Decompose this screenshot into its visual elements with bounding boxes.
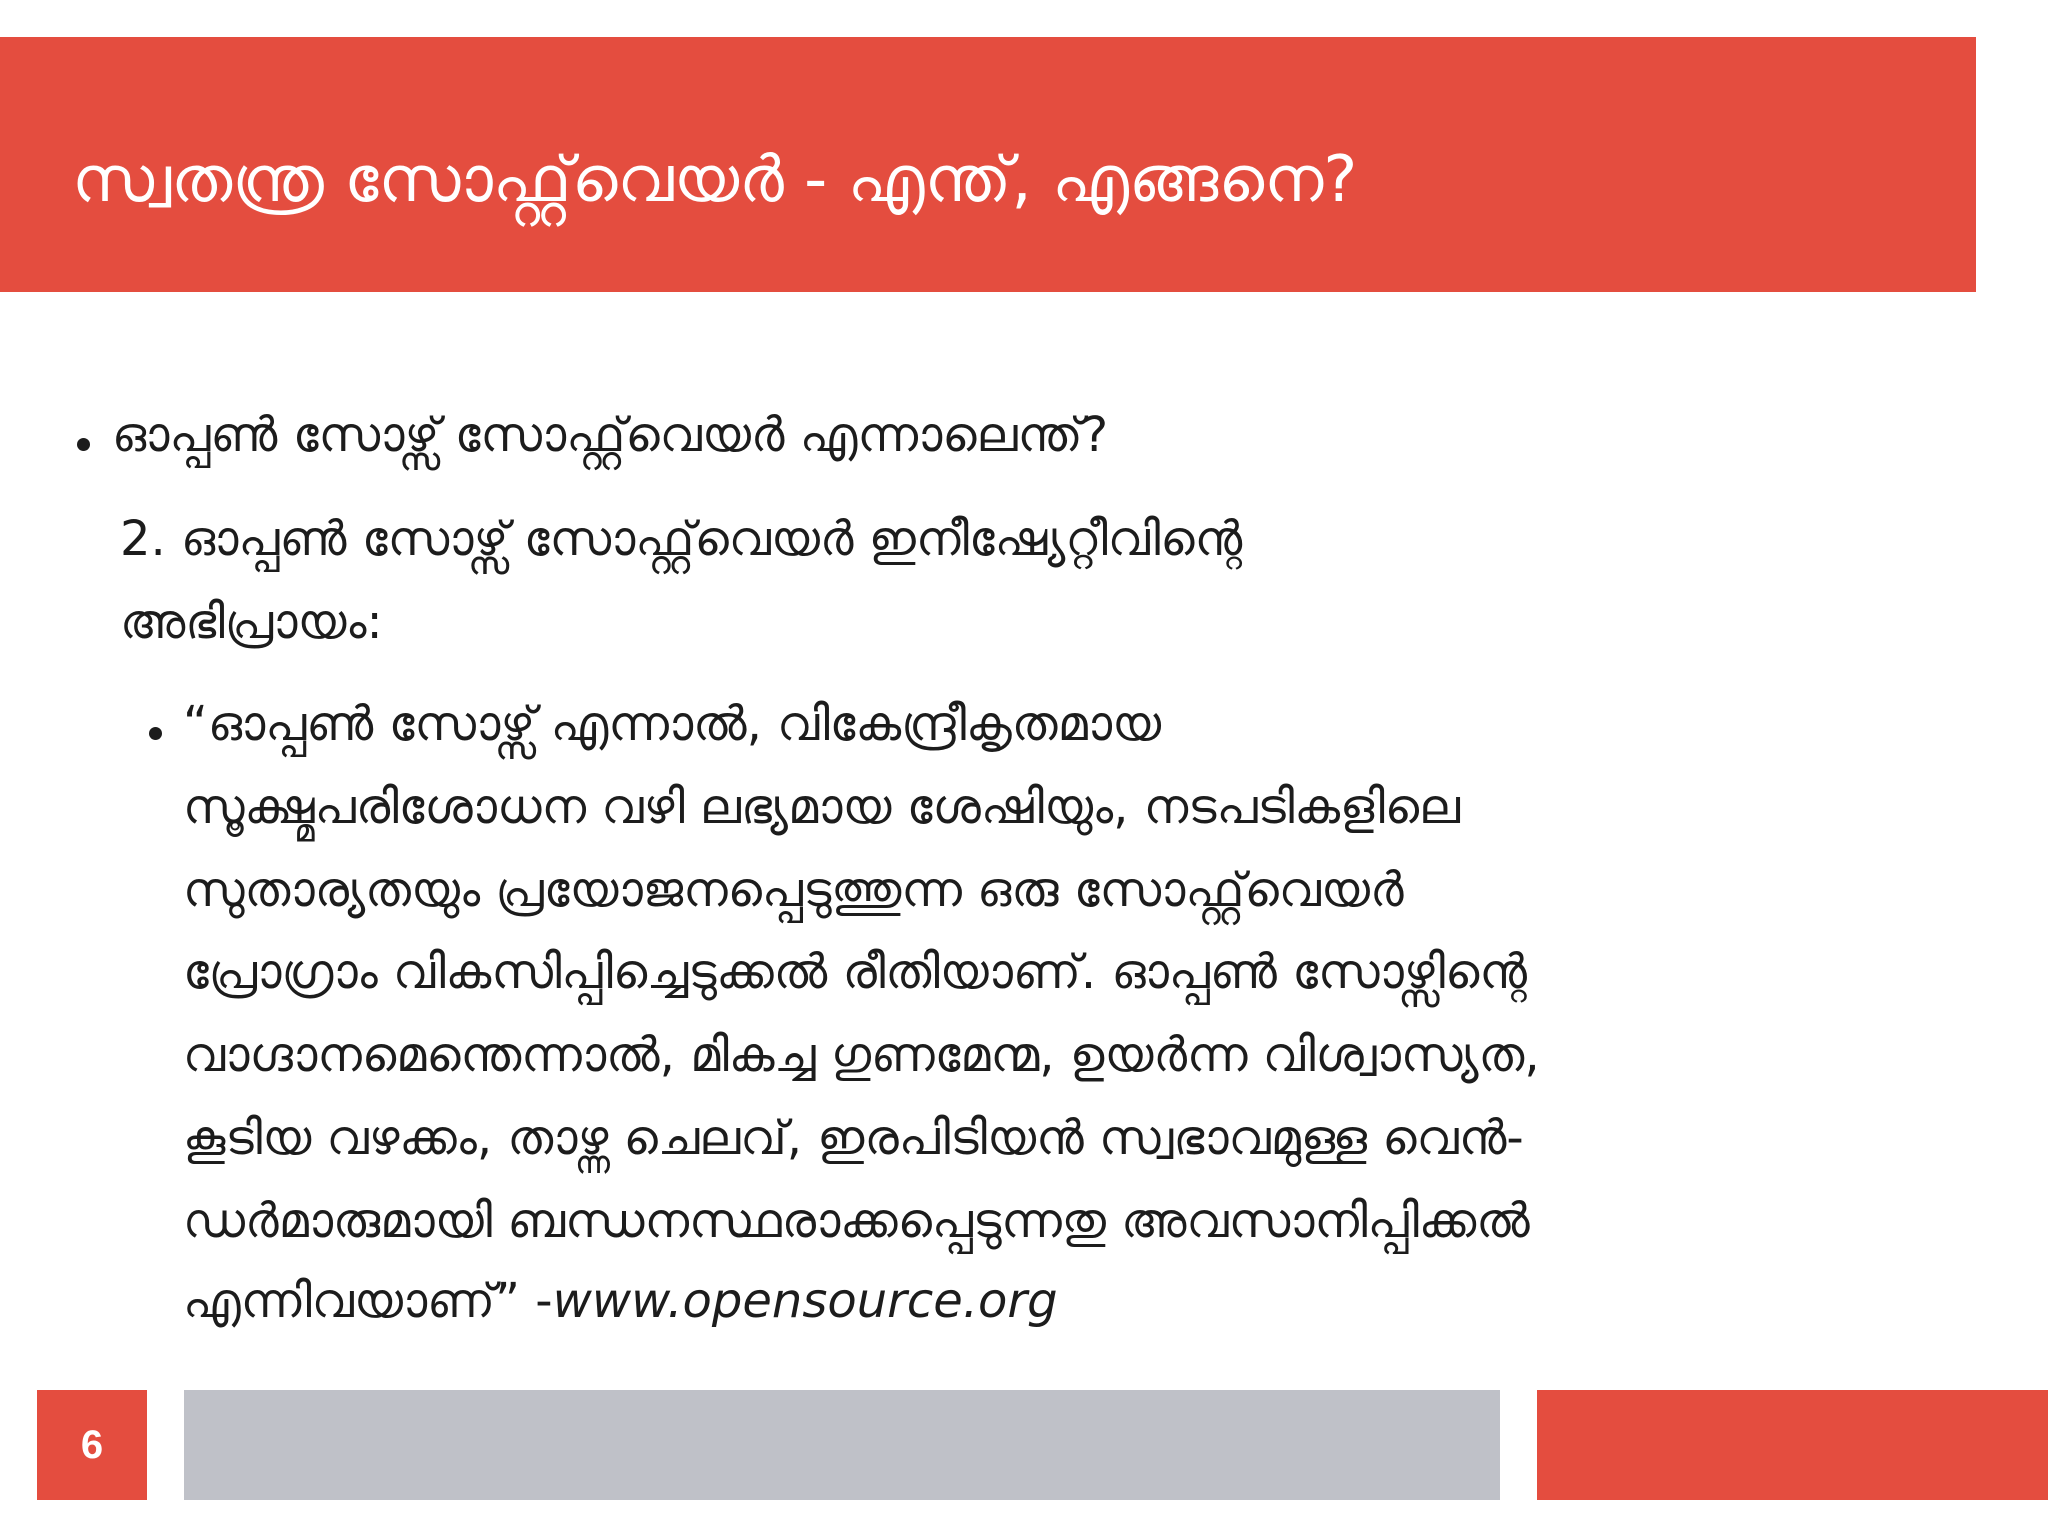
numbered-point-line: 2. ഓപ്പൺ സോഴ്സ് സോഫ്റ്റ്‌വെയർ ഇനീഷ്യേറ്റീവിന്റെ xyxy=(120,511,1243,567)
quote-line: സൂക്ഷ്മപരിശോധന വഴി ലഭ്യമായ ശേഷിയും, നടപടികളിലെ xyxy=(183,779,1461,835)
quote-line: “ഓപ്പൺ സോഴ്സ് എന്നാൽ, വികേന്ദ്രീകൃതമായ xyxy=(183,696,1162,752)
numbered-point-line: അഭിപ്രായം: xyxy=(120,594,383,650)
quote-line: വാഗ്ദാനമെന്തെന്നാൽ, മികച്ച ഗുണമേന്മ, ഉയർന്ന വിശ്വാസ്യത, xyxy=(183,1027,1540,1083)
bullet-dot xyxy=(149,727,162,740)
footer-gray-bar xyxy=(184,1390,1500,1500)
page-number: 6 xyxy=(80,1422,104,1467)
source-link[interactable]: www.opensource.org xyxy=(552,1273,1058,1329)
quote-ending: എന്നിവയാണ്” - xyxy=(183,1273,553,1329)
page-number-box xyxy=(37,1390,147,1500)
quote-last-line xyxy=(183,1273,1058,1329)
quote-line: കൂടിയ വഴക്കം, താഴ്ന്ന ചെലവ്, ഇരപിടിയൻ സ്വഭാവമുള്ള വെൻ- xyxy=(183,1110,1524,1166)
footer-red-bar xyxy=(1537,1390,2048,1500)
quote-line: സുതാര്യതയും പ്രയോജനപ്പെടുത്തുന്ന ഒരു സോഫ്റ്റ്‌വെയർ xyxy=(183,862,1404,918)
bullet-text: ഓപ്പൺ സോഴ്സ് സോഫ്റ്റ്‌വെയർ എന്നാലെന്ത്? xyxy=(112,407,1109,463)
quote-line: ഡർമാരുമായി ബന്ധനസ്ഥരാക്കപ്പെടുന്നതു അവസാനിപ്പിക്കൽ xyxy=(183,1193,1530,1249)
quote-line: പ്രോഗ്രാം വികസിപ്പിച്ചെടുക്കൽ രീതിയാണ്. ഓപ്പൺ സോഴ്സിന്റെ xyxy=(183,944,1527,1000)
bullet-dot xyxy=(77,438,90,451)
slide-title: സ്വതന്ത്ര സോഫ്റ്റ്‌വെയർ - എന്ത്, എങ്ങനെ? xyxy=(72,143,1358,217)
